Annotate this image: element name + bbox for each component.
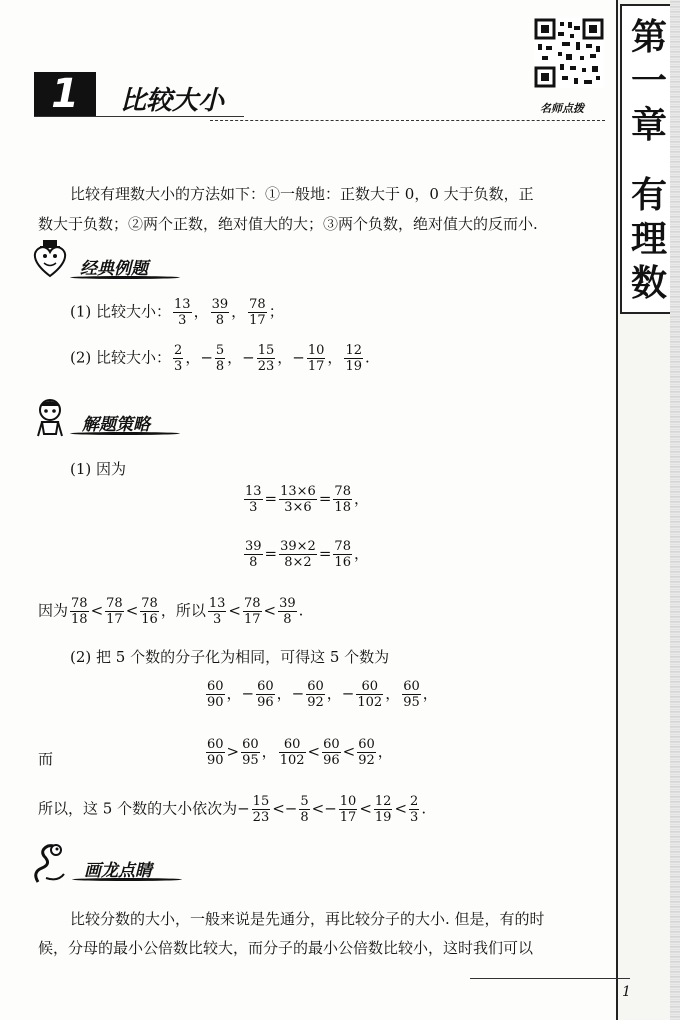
section-heading-summary: 画龙点睛 — [84, 861, 152, 881]
chapter-char: 第 — [630, 17, 667, 58]
chapter-sidebar — [616, 0, 680, 1020]
chapter-title-box — [620, 4, 678, 314]
comparison-line-1: 因为 $\frac{78}{18}$ < $\frac{78}{17}$ < $\frac{78}{16}$ ，所以 $\frac{13}{3}$ < $\frac{78}{17}$ < $\frac{39}{8}$ . — [38, 596, 304, 627]
heading-swoosh — [70, 276, 180, 279]
solution-step-2: (2) 把 5 个数的分子化为相同，可得这 5 个数为 — [70, 648, 390, 666]
section-number-box — [34, 72, 96, 116]
qr-code-icon[interactable] — [534, 18, 604, 88]
fraction: $\frac{5}{8}$ — [215, 343, 225, 374]
summary-line-2: 候，分母的最小公倍数比较大，而分子的最小公倍数比较小，这时我们可以 — [38, 939, 534, 957]
intro-line-1: 比较有理数大小的方法如下：①一般地：正数大于 0，0 大于负数，正 — [70, 185, 534, 203]
heading-swoosh — [72, 878, 182, 881]
example-question-1: (1) 比较大小： $\frac{13}{3}$ ， $\frac{39}{8}$ ， $\frac{78}{17}$ ； — [70, 297, 284, 328]
chapter-char: 数 — [630, 263, 667, 304]
fraction: $\frac{39}{8}$ — [211, 297, 229, 328]
cartoon-mascot-icon — [28, 396, 72, 440]
fraction: $\frac{78}{17}$ — [249, 297, 266, 328]
fraction: $\frac{15}{23}$ — [257, 343, 275, 374]
chapter-char: 章 — [630, 105, 667, 146]
chapter-char: 理 — [630, 219, 667, 260]
summary-line-1: 比较分数的大小，一般来说是先通分，再比较分子的大小. 但是，有的时 — [70, 910, 545, 928]
fraction: $\frac{12}{19}$ — [345, 343, 362, 374]
fraction: $\frac{10}{17}$ — [307, 343, 325, 374]
dragon-mascot-icon — [28, 842, 72, 886]
and-label: 而 — [38, 750, 54, 768]
q1-prefix: (1) 比较大小： — [70, 302, 172, 321]
conclusion-line: 所以，这 5 个数的大小依次为− $\frac{15}{23}$ <− $\frac{5}{8}$ <− $\frac{10}{17}$ < $\frac{12}{19}$ < $\frac{2}{3}$ . — [38, 794, 427, 825]
heart-mascot-icon — [28, 238, 72, 282]
q2-prefix: (2) 比较大小： — [70, 348, 172, 367]
equation-1: $\frac{13}{3}$ = $\frac{13\times 6}{3\times 6}$ = $\frac{78}{18}$ ， — [245, 484, 369, 515]
qr-caption: 名师点拨 — [540, 102, 584, 115]
header-divider — [210, 120, 605, 121]
section-number: 1 — [51, 71, 79, 117]
chapter-char: 有 — [630, 175, 667, 216]
solution-step-1: (1) 因为 — [70, 460, 127, 478]
header-underline — [34, 116, 244, 117]
section-title: 比较大小 — [120, 86, 225, 116]
heading-swoosh — [70, 432, 180, 435]
equation-2: $\frac{39}{8}$ = $\frac{39\times 2}{8\times 2}$ = $\frac{78}{16}$ ， — [245, 539, 369, 570]
fraction: $\frac{13}{3}$ — [174, 297, 191, 328]
comparison-line-2: $\frac{60}{90}$ > $\frac{60}{95}$ ， $\frac{60}{102}$ < $\frac{60}{96}$ < $\frac{60}{92}$ ， — [207, 737, 393, 768]
chapter-char: 一 — [630, 61, 667, 102]
page-number: 1 — [622, 984, 631, 1000]
intro-line-2: 数大于负数；②两个正数，绝对值大的大；③两个负数，绝对值大的反而小. — [38, 215, 538, 233]
example-question-2: (2) 比较大小： $\frac{2}{3}$ ，− $\frac{5}{8}$ ，− $\frac{15}{23}$ ，− $\frac{10}{17}$ ， $\frac{12}{19}$ . — [70, 343, 370, 374]
section-heading-strategy: 解题策略 — [82, 415, 150, 435]
five-fractions: $\frac{60}{90}$ ，− $\frac{60}{96}$ ，− $\frac{60}{92}$ ，− $\frac{60}{102}$ ， $\frac{60}{95}$ ， — [207, 679, 438, 710]
section-heading-examples: 经典例题 — [80, 259, 148, 279]
fraction: $\frac{2}{3}$ — [174, 343, 183, 374]
footer-rule — [470, 978, 630, 979]
